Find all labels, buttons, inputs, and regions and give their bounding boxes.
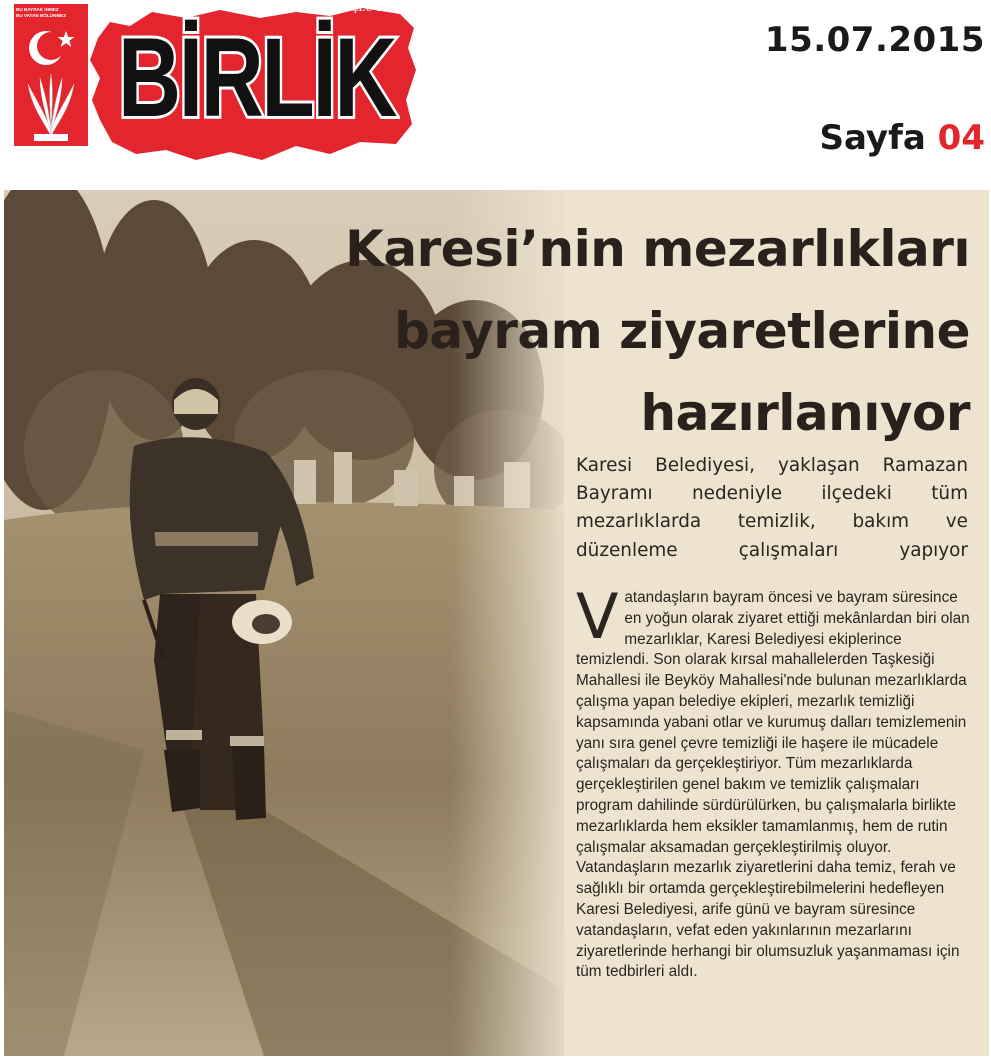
article-body-text: atandaşların bayram öncesi ve bayram süresince en yoğun olarak ziyaret ettiği mekânlardan biri olan mezarlıklar, Karesi Belediyesi ekiplerince temizlendi. Son olarak kırsal mahallelerden Taşkesiği Mahallesi ile Beyköy Mahallesi'nde bulunan mezarlıklarda çalışma yapan belediye ekipleri, mezarlık temizliği kapsamında yabani otlar ve kurumuş dalları temizlemenin yanı sıra genel çevre temizliği ile haşere ile mücadele çalışmaları da gerçekleştiriyor. Tüm mezarlıklarda gerçekleştirilen genel bakım ve temizlik çalışmaları program dahilinde sürdürülürken, bu çalışmalarla birlikte mezarlıklarda hem eksikler tamamlanmış, hem de rutin çalışmalar aksamadan gerçekleştirilmiş oluyor. Vatandaşların mezarlık ziyaretlerini daha temiz, ferah ve sağlıklı bir ortamda gerçekleştirebilmelerini hedefleyen Karesi Belediyesi, arife günü ve bayram süresince vatandaşların, vefat eden yakınlarının mezarlarını ziyaretlerinde herhangi bir olumsuzluk yaşanmaması için tüm tedbirleri aldı. <box>576 589 970 981</box>
issue-date: 15.07.2015 <box>764 20 985 60</box>
article-clipping <box>4 190 989 1056</box>
page-number: 04 <box>937 118 985 158</box>
article-headline <box>200 208 970 454</box>
drop-cap: V <box>576 580 619 653</box>
masthead-tagline: BÖLGENİN EN GÜÇLÜ GAZETESİ <box>264 4 427 14</box>
newspaper-name: BİRLİK <box>118 15 396 140</box>
page-reference <box>820 118 985 158</box>
article-lede: Karesi Belediyesi, yaklaşan Ramazan Bayramı nedeniyle ilçedeki tüm mezarlıklarda temizlik, bakım ve düzenleme çalışmaları yapıyor <box>576 455 968 561</box>
crescent-star-icon <box>14 4 88 146</box>
crest-motto-line-1: BU BAYRAK İNMEZ <box>16 7 59 12</box>
page-label: Sayfa <box>819 118 926 158</box>
crest-motto-line-2: BU VATAN BÖLÜNMEZ <box>16 13 67 18</box>
crest-logo <box>14 4 88 146</box>
headline-line-2: bayram ziyaretlerine <box>394 302 970 360</box>
headline-line-3: hazırlanıyor <box>640 384 970 442</box>
article-body <box>576 580 978 983</box>
masthead <box>14 4 427 164</box>
headline-line-1: Karesi’nin mezarlıkları <box>345 220 970 278</box>
